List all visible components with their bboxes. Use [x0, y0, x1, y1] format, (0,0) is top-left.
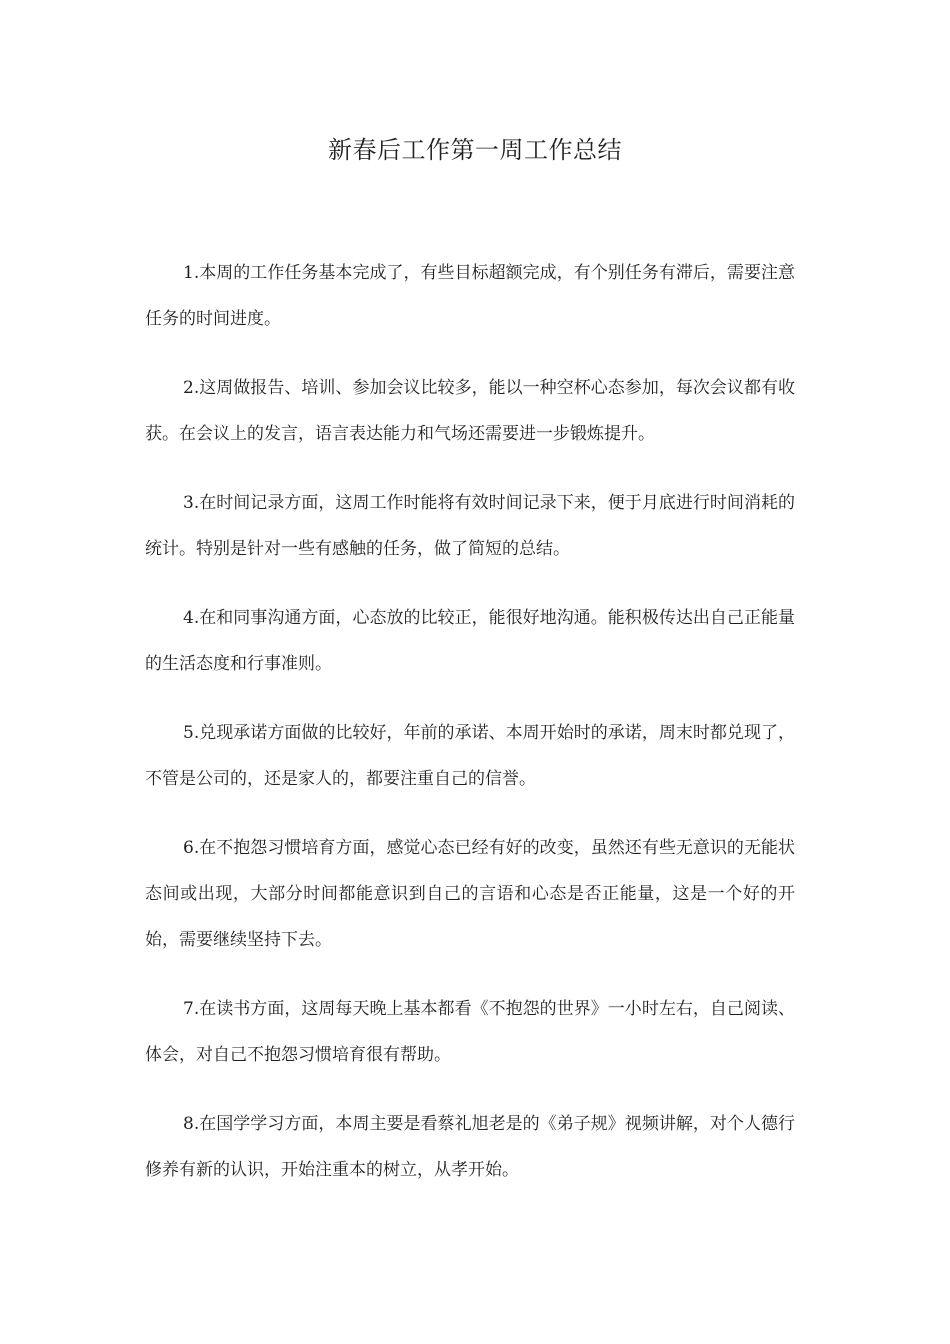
paragraph-4: 4.在和同事沟通方面，心态放的比较正，能很好地沟通。能积极传达出自己正能量的生活态度和行事准则。 — [145, 608, 795, 674]
document-title: 新春后工作第一周工作总结 — [328, 136, 622, 164]
paragraph-8: 8.在国学学习方面，本周主要是看蔡礼旭老是的《弟子规》视频讲解，对个人德行修养有新的认识，开始注重本的树立，从孝开始。 — [145, 1114, 795, 1180]
paragraph-6: 6.在不抱怨习惯培育方面，感觉心态已经有好的改变，虽然还有些无意识的无能状态间或出现，大部分时间都能意识到自己的言语和心态是否正能量，这是一个好的开始，需要继续坚持下去。 — [145, 838, 795, 950]
paragraph-5: 5.兑现承诺方面做的比较好，年前的承诺、本周开始时的承诺，周末时都兑现了，不管是公司的，还是家人的，都要注重自己的信誉。 — [145, 723, 795, 789]
paragraph-1: 1.本周的工作任务基本完成了，有些目标超额完成，有个别任务有滞后，需要注意任务的时间进度。 — [145, 263, 795, 329]
paragraph-3: 3.在时间记录方面，这周工作时能将有效时间记录下来，便于月底进行时间消耗的统计。特别是针对一些有感触的任务，做了简短的总结。 — [145, 493, 795, 559]
document-body — [145, 250, 795, 1216]
paragraph-7: 7.在读书方面，这周每天晚上基本都看《不抱怨的世界》一小时左右，自己阅读、体会，对自己不抱怨习惯培育很有帮助。 — [145, 999, 795, 1065]
paragraph-2: 2.这周做报告、培训、参加会议比较多，能以一种空杯心态参加，每次会议都有收获。在会议上的发言，语言表达能力和气场还需要进一步锻炼提升。 — [145, 378, 795, 444]
